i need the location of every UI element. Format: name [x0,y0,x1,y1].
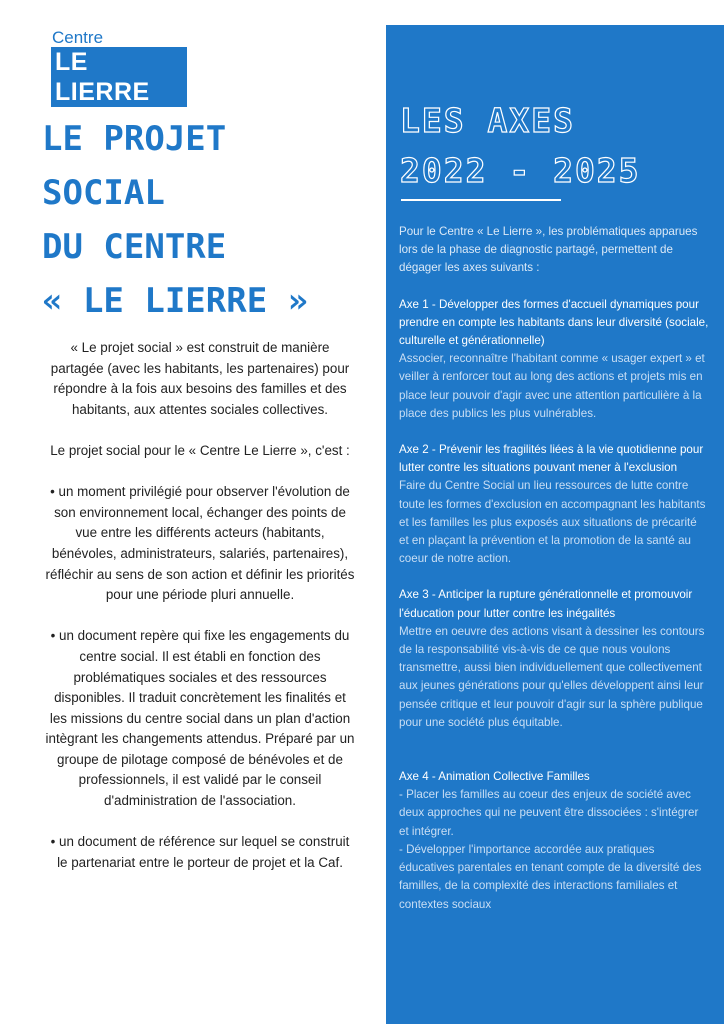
panel-text [399,223,709,932]
axe-body: - Développer l'importance accordée aux pratiques éducatives parentales en tenant compte de la diversité des familles, de la complexité des interactions familiales et contextes sociaux [399,842,702,911]
axe-heading: Axe 3 - Anticiper la rupture générationnelle et promouvoir l'éducation pour lutter contre les inégalités [399,588,693,620]
panel-intro: Pour le Centre « Le Lierre », les problématiques apparues lors de la phase de diagnostic partagé, permettent de dégager les axes suivants : [399,225,698,275]
title-line: DU CENTRE [42,227,227,267]
panel-divider [401,199,561,201]
axe-item [399,768,709,914]
axe-item [399,441,709,568]
panel-title-line: 2022 - 2025 [400,151,641,190]
left-column-text [44,338,356,894]
axe-item [399,296,709,423]
axe-heading: Axe 4 - Animation Collective Familles [399,770,590,784]
axe-heading: Axe 1 - Développer des formes d'accueil dynamiques pour prendre en compte les habitants dans leur diversité (sociale, culturelle et générationnelle) [399,297,709,348]
title-line: « LE LIERRE » [42,281,309,321]
logo-top-text: Centre [52,28,104,47]
bullet-paragraph: • un document repère qui fixe les engagements du centre social. Il est établi en fonction des problématiques sociales et des ressources disponibles. Il traduit concrètement les finalités et les missions du centre social dans un plan d'action intègrant les changements attendus. Préparé par un groupe de pilotage composé de bénévoles et de professionnels, il est validé par le conseil d'administration de l'association. [45,628,355,809]
axe-body: Faire du Centre Social un lieu ressources de lutte contre toute les formes d'exclusion en accompagnant les habitants et les familles les plus exposés aux situations de précarité et en plaçant la prévention et la promotion de la santé au coeur de notre action. [399,479,706,566]
title-line: LE PROJET [42,119,227,159]
page-title [42,112,382,328]
bullet-paragraph: • un document de référence sur lequel se construit le partenariat entre le porteur de projet et la Caf. [50,834,350,870]
panel-title [400,96,641,196]
intro-paragraph-2: Le projet social pour le « Centre Le Lierre », c'est : [50,442,350,458]
panel-title-line: LES AXES [400,101,575,140]
axe-body: - Placer les familles au coeur des enjeux de société avec deux approches qui ne peuvent être dissociées : s'intégrer et intégrer. [399,788,699,838]
bullet-paragraph: • un moment privilégié pour observer l'évolution de son environnement local, échanger des points de vue entre les différents acteurs (habitants, bénévoles, administrateurs, salariés, partenaires), réfléchir au sens de son action et définir les priorités pour une période pluri annuelle. [45,484,355,603]
axe-heading: Axe 2 - Prévenir les fragilités liées à la vie quotidienne pour lutter contre les situations pouvant mener à l'exclusion [399,443,704,475]
logo-main-text: LE LIERRE [51,47,187,107]
title-line: SOCIAL [42,173,165,213]
axe-body: Mettre en oeuvre des actions visant à dessiner les contours de la responsabilité vis-à-vis de ce que nous voulons transmettre, aussi bien individuellement que collectivement aux jeunes générations pour qu'elles développent ainsi leur pensée critique et leur pouvoir d'agir sur la sphère publique pour une société plus équitable. [399,624,705,729]
axe-item [399,586,709,732]
axe-body: Associer, reconnaître l'habitant comme « usager expert » et veiller à renforcer tout au long des actions et projets mis en place leur pouvoir d'agir avec une attention particulière à la place des publics les plus vulnérables. [399,352,705,420]
centre-logo [51,29,187,107]
intro-paragraph: « Le projet social » est construit de manière partagée (avec les habitants, les partenaires) pour répondre à la fois aux besoins des familles et des habitants, aux attentes sociales collectives. [50,340,350,417]
